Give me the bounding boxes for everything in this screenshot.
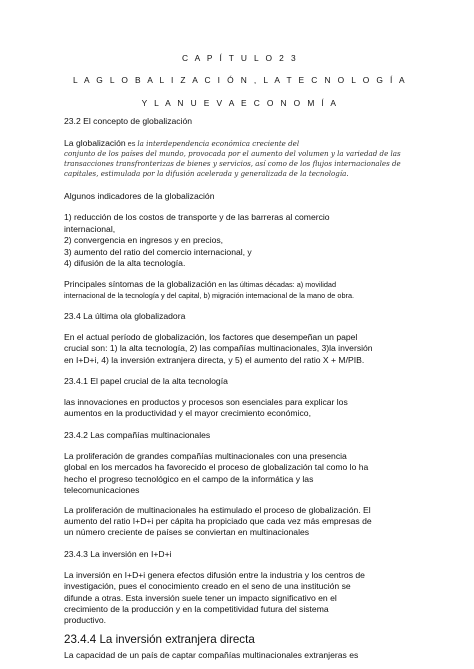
definition-italic-lead: la interdependencia económica creciente del: [137, 139, 300, 148]
section-heading-rd-investment: 23.4.3 La inversión en I+D+i: [64, 548, 172, 559]
indicator-item-3: 3) aumento del ratio del comercio internacional, y: [64, 246, 252, 257]
indicator-item-4: 4) difusión de la alta tecnología.: [64, 258, 186, 269]
multinationals-p1-line-2: global en los mercados ha favorecido el proceso de globalización tal como lo ha: [64, 462, 369, 473]
last-wave-paragraph: [64, 332, 416, 366]
symptoms-mid: en las últimas décadas: a) movilidad: [216, 280, 337, 290]
chapter-title-line-1: L A G L O B A L I Z A C I Ó N , L A T E C N O L O G Í A: [72, 75, 407, 85]
definition-line-2: conjunto de los países del mundo, provocada por el aumento del volumen y la variedad de las: [64, 149, 401, 159]
section-heading-indicators: Algunos indicadores de la globalización: [64, 191, 215, 202]
symptoms-lead: Principales síntomas de la globalización: [64, 279, 217, 290]
definition-line-3: transacciones transfronterizas de bienes y servicios, así como de los flujos internacionales de: [64, 159, 401, 169]
last-wave-line-2: crucial son: 1) la alta tecnología, 2) las compañías multinacionales, 3)la inversión: [64, 343, 373, 354]
chapter-number: C A P Í T U L O 2 3: [181, 53, 299, 63]
section-heading-fdi: 23.4.4 La inversión extranjera directa: [64, 632, 255, 646]
section-heading-multinationals: 23.4.2 Las compañías multinacionales: [64, 429, 211, 440]
section-heading-high-tech: 23.4.1 El papel crucial de la alta tecnología: [64, 376, 228, 387]
section-heading-concept: 23.2 El concepto de globalización: [64, 116, 193, 126]
section-heading-last-wave: 23.4 La última ola globalizadora: [64, 310, 186, 321]
indicator-item-1a: 1) reducción de los costos de transporte y de las barreras al comercio: [64, 212, 330, 223]
symptoms-paragraph: [64, 279, 416, 300]
definition-line-1: [64, 138, 416, 149]
multinationals-p2-line-1: La proliferación de multinacionales ha estimulado el proceso de globalización. El: [64, 504, 371, 515]
globalization-definition: [64, 138, 416, 179]
last-wave-line-1: En el actual período de globalización, los factores que desempeñan un papel: [64, 331, 358, 342]
multinationals-p1-line-1: La proliferación de grandes compañías multinacionales con una presencia: [64, 450, 347, 461]
multinationals-p2-line-2: aumento del ratio I+D+i per cápita ha propiciado que cada vez más empresas de: [64, 515, 372, 526]
definition-term: La globalización: [64, 138, 126, 148]
rd-line-3: difunde a otras. Esta inversión suele tener un impacto significativo en el: [64, 592, 337, 603]
rd-line-5: productivo.: [64, 615, 107, 626]
chapter-title-line-2: Y L A N U E V A E C O N O M Í A: [141, 98, 339, 108]
multinationals-p2-line-3: un número creciente de países se conviertan en multinacionales: [64, 527, 310, 538]
rd-investment-paragraph: [64, 570, 416, 627]
multinationals-paragraph-1: [64, 451, 416, 497]
symptoms-line-1: [64, 279, 416, 290]
fdi-line-1: La capacidad de un país de captar compañías multinacionales extranjeras es: [64, 649, 359, 660]
definition-line-4: capitales, estimulada por la difusión acelerada y generalizada de la tecnología.: [64, 169, 349, 179]
indicator-item-1b: internacional,: [64, 223, 116, 234]
definition-connector: es: [125, 139, 138, 148]
indicator-item-2: 2) convergencia en ingresos y en precios,: [64, 235, 224, 246]
rd-line-4: crecimiento de la producción y en la competitividad futura del sistema: [64, 603, 329, 614]
indicator-list: [64, 212, 416, 269]
multinationals-paragraph-2: [64, 505, 416, 539]
rd-line-1: La inversión en I+D+i genera efectos difusión entre la industria y los centros de: [64, 569, 365, 580]
multinationals-p1-line-4: telecomunicaciones: [64, 485, 140, 496]
symptoms-line-2: internacional de la tecnología y del capital, b) migración internacional de la mano de obra.: [64, 290, 355, 300]
high-tech-paragraph: [64, 397, 416, 420]
last-wave-line-3: en I+D+i, 4) la inversión extranjera directa, y 5) el aumento del ratio X + M/PIB.: [64, 354, 365, 365]
high-tech-line-1: las innovaciones en productos y procesos son esenciales para explicar los: [64, 397, 348, 408]
high-tech-line-2: aumentos en la productividad y el mayor crecimiento económico,: [64, 408, 311, 419]
multinationals-p1-line-3: hecho el progreso tecnológico en el campo de la informática y las: [64, 473, 314, 484]
rd-line-2: investigación, pues el conocimiento creado en el seno de una institución se: [64, 581, 351, 592]
